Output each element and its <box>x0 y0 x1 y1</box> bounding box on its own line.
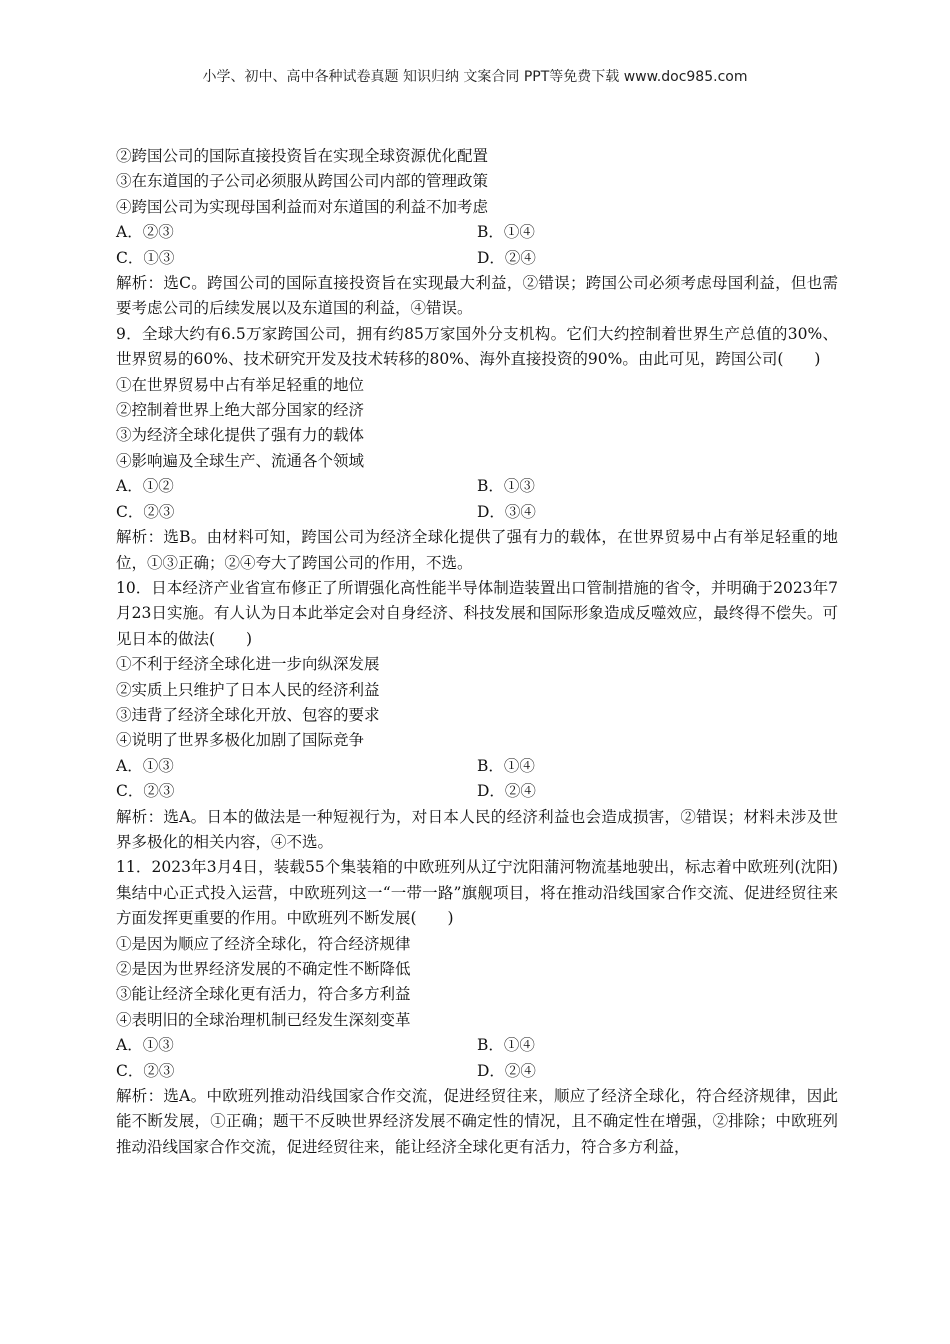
option-c: C．②③ <box>116 782 175 801</box>
choice-item: ①在世界贸易中占有举足轻重的地位 <box>116 375 365 394</box>
choice-item: ②是因为世界经济发展的不确定性不断降低 <box>116 960 411 978</box>
option-d: D．②④ <box>477 248 536 267</box>
question-stem: 11．2023年3月4日，装载55个集装箱的中欧班列从辽宁沈阳蒲河物流基地驶出，标志着中欧班列(沈阳)集结中心正式投入运营，中欧班列这一“一带一路”旗舰项目，将在推动沿线国家合作交流、促进经贸往来方面发挥更重要的作用。中欧班列不断发展( ) <box>116 858 838 928</box>
choice-item: ①是因为顺应了经济全球化，符合经济规律 <box>116 934 411 953</box>
option-a: A．①③ <box>116 756 174 775</box>
options-row <box>116 220 838 245</box>
option-d: D．②④ <box>477 1061 536 1080</box>
option-a: A．②③ <box>116 223 174 242</box>
choice-item: ④说明了世界多极化加剧了国际竞争 <box>116 731 365 750</box>
analysis: 解析：选B。由材料可知，跨国公司为经济全球化提供了强有力的载体，在世界贸易中占有举足轻重的地位，①③正确；②④夸大了跨国公司的作用，不选。 <box>116 528 838 572</box>
options-row <box>116 779 838 804</box>
question-11 <box>116 855 838 1160</box>
option-b: B．①④ <box>477 1036 535 1055</box>
choice-item: ④跨国公司为实现母国利益而对东道国的利益不加考虑 <box>116 197 489 216</box>
document-body <box>116 144 838 1160</box>
option-b: B．①③ <box>477 477 535 496</box>
question-stem: 9．全球大约有6.5万家跨国公司，拥有约85万家国外分支机构。它们大约控制着世界生产总值的30%、世界贸易的60%、技术研究开发及技术转移的80%、海外直接投资的90%。由此可见，跨国公司( ) <box>116 324 838 369</box>
choice-item: ②实质上只维护了日本人民的经济利益 <box>116 680 380 699</box>
option-b: B．①④ <box>477 756 535 775</box>
option-c: C．②③ <box>116 1061 175 1080</box>
analysis: 解析：选A。中欧班列推动沿线国家合作交流，促进经贸往来，顺应了经济全球化，符合经济规律，因此能不断发展，①正确；题干不反映世界经济发展不确定性的情况，且不确定性在增强，②排除；中欧班列推动沿线国家合作交流，促进经贸往来，能让经济全球化更有活力，符合多方利益， <box>116 1087 838 1156</box>
choice-item: ③为经济全球化提供了强有力的载体 <box>116 426 365 445</box>
option-c: C．①③ <box>116 248 175 267</box>
option-d: D．③④ <box>477 502 536 521</box>
analysis: 解析：选C。跨国公司的国际直接投资旨在实现最大利益，②错误；跨国公司必须考虑母国利益，但也需要考虑公司的后续发展以及东道国的利益，④错误。 <box>116 274 838 318</box>
choice-item: ③违背了经济全球化开放、包容的要求 <box>116 705 380 724</box>
choice-item: ③在东道国的子公司必须服从跨国公司内部的管理政策 <box>116 172 489 191</box>
page-header: 小学、初中、高中各种试卷真题 知识归纳 文案合同 PPT等免费下载 www.doc985.com <box>202 69 748 85</box>
question-stem: 10．日本经济产业省宣布修正了所谓强化高性能半导体制造装置出口管制措施的省令，并明确于2023年7月23日实施。有人认为日本此举定会对自身经济、科技发展和国际形象造成反噬效应，最终得不偿失。可见日本的做法( ) <box>116 578 838 648</box>
option-d: D．②④ <box>477 782 536 801</box>
question-8 <box>116 144 838 322</box>
question-9 <box>116 322 838 576</box>
analysis: 解析：选A。日本的做法是一种短视行为，对日本人民的经济利益也会造成损害，②错误；材料未涉及世界多极化的相关内容，④不选。 <box>116 807 838 851</box>
options-row <box>116 474 838 499</box>
option-b: B．①④ <box>477 223 535 242</box>
options-row <box>116 500 838 525</box>
options-row <box>116 246 838 271</box>
option-c: C．②③ <box>116 502 175 521</box>
choice-item: ④影响遍及全球生产、流通各个领域 <box>116 451 365 470</box>
option-a: A．①② <box>116 477 174 496</box>
choice-item: ②控制着世界上绝大部分国家的经济 <box>116 401 365 420</box>
choice-item: ③能让经济全球化更有活力，符合多方利益 <box>116 985 411 1004</box>
choice-item: ①不利于经济全球化进一步向纵深发展 <box>116 655 380 674</box>
options-row <box>116 1059 838 1084</box>
question-10 <box>116 576 838 855</box>
options-row <box>116 1033 838 1058</box>
options-row <box>116 754 838 779</box>
choice-item: ④表明旧的全球治理机制已经发生深刻变革 <box>116 1010 411 1029</box>
option-a: A．①③ <box>116 1036 174 1055</box>
choice-item: ②跨国公司的国际直接投资旨在实现全球资源优化配置 <box>116 147 489 165</box>
